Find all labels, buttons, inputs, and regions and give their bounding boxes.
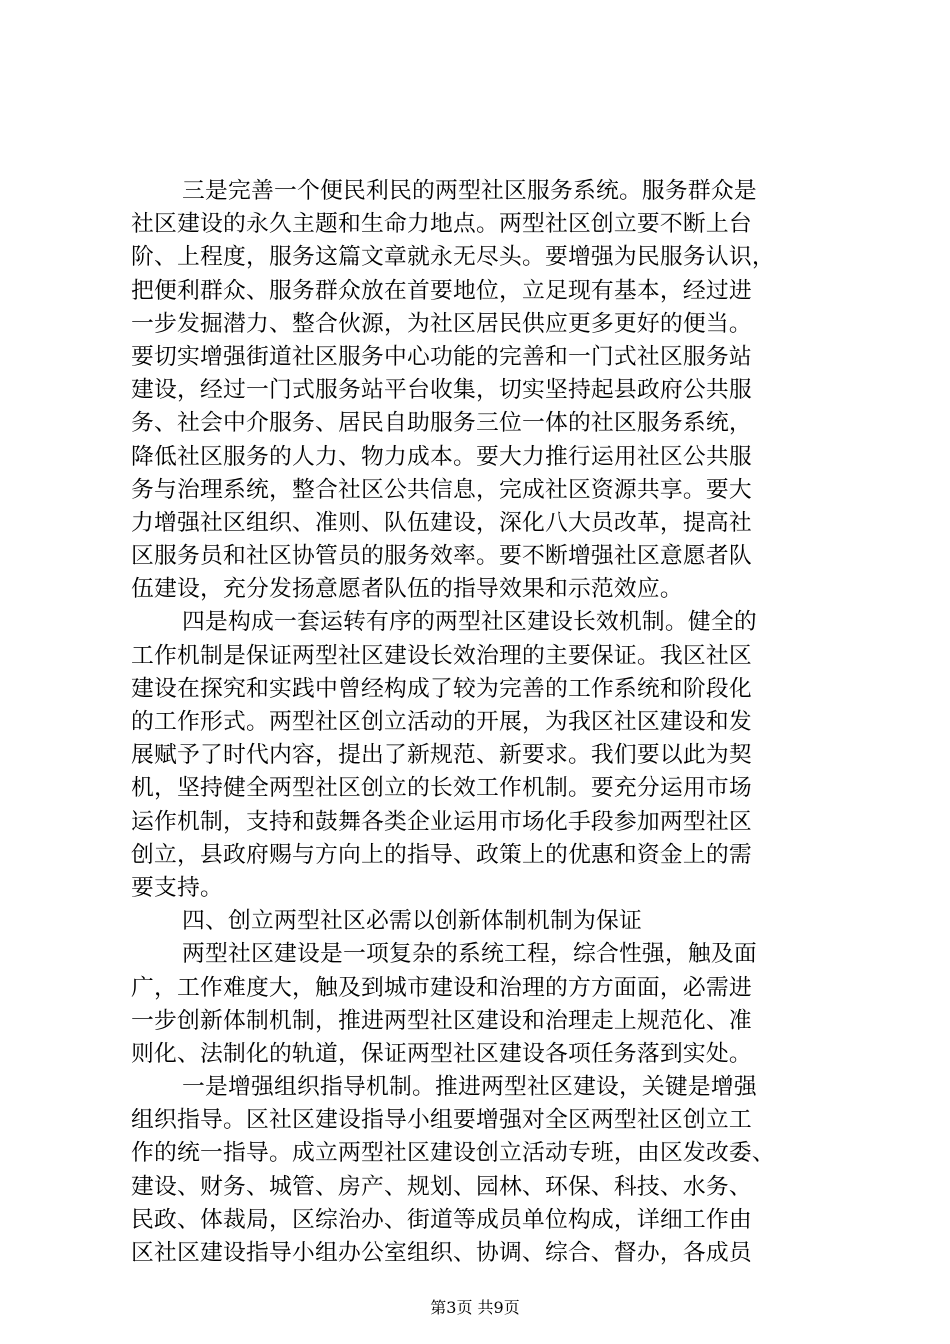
text-line: 务、社会中介服务、居民自助服务三位一体的社区服务系统， [131, 410, 752, 437]
text-line: 组织指导。区社区建设指导小组要增强对全区两型社区创立工 [131, 1107, 752, 1134]
text-line: 运作机制，支持和鼓舞各类企业运用市场化手段参加两型社区 [131, 808, 752, 835]
text-line: 建设，经过一门式服务站平台收集，切实坚持起县政府公共服 [131, 377, 752, 404]
text-line: 区服务员和社区协管员的服务效率。要不断增强社区意愿者队 [131, 543, 752, 570]
text-line: 要支持。 [131, 874, 223, 901]
text-line: 创立，县政府赐与方向上的指导、政策上的优惠和资金上的需 [131, 841, 752, 868]
text-line: 机，坚持健全两型社区创立的长效工作机制。要充分运用市场 [131, 775, 752, 802]
text-line: 民政、体裁局，区综治办、街道等成员单位构成，详细工作由 [131, 1206, 752, 1233]
text-line: 作的统一指导。成立两型社区建设创立活动专班，由区发改委、 [131, 1140, 775, 1167]
text-line: 则化、法制化的轨道，保证两型社区建设各项任务落到实处。 [131, 1040, 752, 1067]
text-line: 把便利群众、服务群众放在首要地位，立足现有基本，经过进 [131, 277, 752, 304]
text-line: 三是完善一个便民利民的两型社区服务系统。服务群众是 [182, 178, 757, 204]
text-line: 广，工作难度大，触及到城市建设和治理的方方面面，必需进 [131, 974, 752, 1001]
text-line: 力增强社区组织、准则、队伍建设，深化八大员改革，提高社 [131, 509, 752, 536]
text-line: 的工作形式。两型社区创立活动的开展，为我区社区建设和发 [131, 709, 752, 735]
text-line: 降低社区服务的人力、物力成本。要大力推行运用社区公共服 [131, 443, 752, 470]
text-line: 阶、上程度，服务这篇文章就永无尽头。要增强为民服务认识， [131, 244, 775, 271]
text-line: 建设、财务、城管、房产、规划、园林、环保、科技、水务、 [131, 1173, 752, 1200]
text-line: 一步发掘潜力、整合伙源，为社区居民供应更多更好的便当。 [131, 310, 752, 337]
text-line: 区社区建设指导小组办公室组织、协调、综合、督办，各成员 [131, 1240, 752, 1266]
page-footer: 第3页 共9页 [430, 1298, 520, 1317]
text-line: 伍建设，充分发扬意愿者队伍的指导效果和示范效应。 [131, 576, 683, 603]
text-line: 务与治理系统，整合社区公共信息，完成社区资源共享。要大 [131, 476, 752, 503]
text-line: 建设在探究和实践中曾经构成了较为完善的工作系统和阶段化 [131, 675, 752, 702]
text-line: 社区建设的永久主题和生命力地点。两型社区创立要不断上台 [131, 211, 752, 238]
text-line: 四、创立两型社区必需以创新体制机制为保证 [182, 908, 642, 935]
text-line: 一是增强组织指导机制。推进两型社区建设，关键是增强 [182, 1074, 757, 1101]
document-body [131, 175, 831, 1270]
text-line: 工作机制是保证两型社区建设长效治理的主要保证。我区社区 [131, 642, 752, 669]
text-line: 展赋予了时代内容，提出了新规范、新要求。我们要以此为契 [131, 742, 752, 769]
text-line: 要切实增强街道社区服务中心功能的完善和一门式社区服务站 [131, 343, 752, 370]
text-line: 一步创新体制机制，推进两型社区建设和治理走上规范化、准 [131, 1007, 752, 1034]
text-line: 两型社区建设是一项复杂的系统工程，综合性强，触及面 [182, 941, 757, 968]
text-line: 四是构成一套运转有序的两型社区建设长效机制。健全的 [182, 609, 757, 636]
